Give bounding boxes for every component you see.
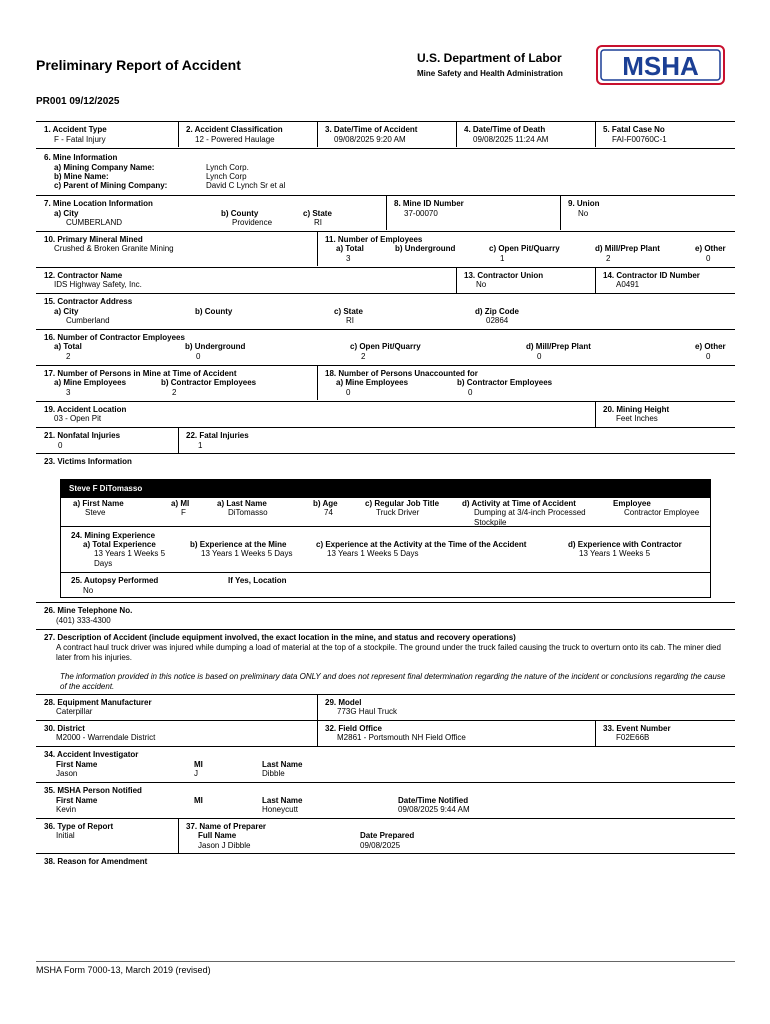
employees-other-value: 0 — [706, 254, 711, 263]
divider — [36, 720, 735, 721]
divider — [36, 293, 735, 294]
divider — [595, 121, 596, 147]
mine-name-value: Lynch Corp — [206, 172, 247, 181]
mine-state-label: c) State — [303, 209, 332, 218]
pim-mine-employees-label: a) Mine Employees — [54, 378, 127, 387]
divider — [317, 694, 318, 720]
divider — [36, 782, 735, 783]
contractor-zip-label: d) Zip Code — [475, 307, 519, 316]
experience-activity-label: c) Experience at the Activity at the Time of the Accident — [316, 540, 527, 549]
victim-employee-value: Contractor Employee — [624, 508, 700, 517]
pu-mine-employees-label: a) Mine Employees — [336, 378, 409, 387]
divider — [178, 427, 179, 453]
mining-height-value: Feet Inches — [616, 414, 658, 423]
persons-in-mine-label: 17. Number of Persons in Mine at Time of Accident — [44, 369, 237, 378]
model-value: 773G Haul Truck — [337, 707, 398, 716]
divider — [456, 267, 457, 293]
preparer-name-label: Full Name — [198, 831, 237, 840]
divider — [36, 231, 735, 232]
amendment-reason-label: 38. Reason for Amendment — [44, 857, 148, 866]
model-label: 29. Model — [325, 698, 362, 707]
divider — [36, 961, 735, 962]
mine-county-label: b) County — [221, 209, 259, 218]
divider — [317, 121, 318, 147]
event-number-value: F02E66B — [616, 733, 650, 742]
contractor-employees-label: 16. Number of Contractor Employees — [44, 333, 185, 342]
parent-company-label: c) Parent of Mining Company: — [54, 181, 168, 190]
mine-telephone-value: (401) 333-4300 — [56, 616, 111, 625]
victim-last-label: a) Last Name — [217, 499, 267, 508]
accident-investigator-label: 34. Accident Investigator — [44, 750, 139, 759]
death-datetime-label: 4. Date/Time of Death — [464, 125, 546, 134]
contractor-id-label: 14. Contractor ID Number — [603, 271, 700, 280]
divider — [36, 267, 735, 268]
date-prepared-label: Date Prepared — [360, 831, 415, 840]
msha-first-value: Kevin — [56, 805, 77, 814]
victim-job-value: Truck Driver — [376, 508, 420, 517]
preparer-name-value: Jason J Dibble — [198, 841, 251, 850]
mine-telephone-label: 26. Mine Telephone No. — [44, 606, 133, 615]
victim-last-value: DiTomasso — [228, 508, 268, 517]
employees-other-label: e) Other — [695, 244, 726, 253]
divider — [36, 453, 735, 454]
contractor-state-label: c) State — [334, 307, 363, 316]
autopsy-location-label: If Yes, Location — [228, 576, 287, 585]
mine-id-label: 8. Mine ID Number — [394, 199, 464, 208]
divider — [36, 365, 735, 366]
divider — [36, 401, 735, 402]
victim-first-value: Steve — [85, 508, 106, 517]
contractor-id-value: A0491 — [616, 280, 640, 289]
contractor-city-label: a) City — [54, 307, 79, 316]
experience-mine-label: b) Experience at the Mine — [190, 540, 287, 549]
investigator-mi-label: MI — [194, 760, 203, 769]
equipment-manufacturer-label: 28. Equipment Manufacturer — [44, 698, 152, 707]
msha-last-value: Honeycutt — [262, 805, 299, 814]
contractor-union-value: No — [476, 280, 487, 289]
mine-county-value: Providence — [232, 218, 273, 227]
investigator-first-label: First Name — [56, 760, 98, 769]
divider — [595, 401, 596, 427]
accident-datetime-label: 3. Date/Time of Accident — [325, 125, 418, 134]
mining-company-value: Lynch Corp. — [206, 163, 249, 172]
ce-mill-label: d) Mill/Prep Plant — [526, 342, 591, 351]
contractor-address-label: 15. Contractor Address — [44, 297, 133, 306]
accident-description-value: A contract haul truck driver was injured while dumping a load of material at the top of a stockpile. The ground under the truck failed causing the truck to overturn onto its cab. The miner died later from his injuries. — [56, 643, 721, 662]
employees-mill-value: 2 — [606, 254, 611, 263]
victim-activity-label: d) Activity at Time of Accident — [462, 499, 576, 508]
accident-classification-label: 2. Accident Classification — [186, 125, 283, 134]
divider — [386, 195, 387, 230]
divider — [456, 121, 457, 147]
pu-contractor-employees-value: 0 — [468, 388, 473, 397]
divider — [560, 195, 561, 230]
msha-logo-icon — [596, 45, 725, 85]
nonfatal-injuries-value: 0 — [58, 441, 63, 450]
victim-mi-label: a) MI — [171, 499, 190, 508]
page-title: Preliminary Report of Accident — [36, 57, 241, 73]
divider — [36, 629, 735, 630]
mine-name-label: b) Mine Name: — [54, 172, 109, 181]
employees-openpit-label: c) Open Pit/Quarry — [489, 244, 560, 253]
victim-job-label: c) Regular Job Title — [365, 499, 440, 508]
divider — [36, 602, 735, 603]
mine-id-value: 37-00070 — [404, 209, 438, 218]
equipment-manufacturer-value: Caterpillar — [56, 707, 93, 716]
investigator-first-value: Jason — [56, 769, 78, 778]
agency-name: Mine Safety and Health Administration — [417, 69, 563, 78]
fatal-case-label: 5. Fatal Case No — [603, 125, 665, 134]
num-employees-label: 11. Number of Employees — [325, 235, 423, 244]
accident-location-label: 19. Accident Location — [44, 405, 127, 414]
accident-type-value: F - Fatal Injury — [54, 135, 106, 144]
divider — [36, 121, 735, 122]
ce-openpit-value: 2 — [361, 352, 366, 361]
experience-mine-value: 13 Years 1 Weeks 5 Days — [201, 549, 293, 558]
ce-underground-value: 0 — [196, 352, 201, 361]
msha-person-label: 35. MSHA Person Notified — [44, 786, 142, 795]
accident-classification-value: 12 - Powered Haulage — [195, 135, 275, 144]
victim-activity-value: Dumping at 3/4-inch Processed Stockpile — [474, 508, 586, 527]
divider — [36, 746, 735, 747]
victim-age-label: b) Age — [313, 499, 338, 508]
divider — [178, 121, 179, 147]
msha-mi-label: MI — [194, 796, 203, 805]
divider — [317, 720, 318, 746]
report-type-label: 36. Type of Report — [44, 822, 114, 831]
employees-underground-label: b) Underground — [395, 244, 456, 253]
pim-contractor-employees-label: b) Contractor Employees — [161, 378, 257, 387]
report-id: PR001 09/12/2025 — [36, 96, 120, 107]
contractor-name-label: 12. Contractor Name — [44, 271, 123, 280]
contractor-union-label: 13. Contractor Union — [464, 271, 544, 280]
divider — [595, 720, 596, 746]
divider — [36, 329, 735, 330]
employees-total-label: a) Total — [336, 244, 364, 253]
divider — [317, 365, 318, 400]
victim-mi-value: F — [181, 508, 186, 517]
victims-info-label: 23. Victims Information — [44, 457, 132, 466]
mine-state-value: RI — [314, 218, 322, 227]
employees-mill-label: d) Mill/Prep Plant — [595, 244, 660, 253]
victim-age-value: 74 — [324, 508, 333, 517]
mine-info-label: 6. Mine Information — [44, 153, 118, 162]
ce-other-label: e) Other — [695, 342, 726, 351]
victim-card — [60, 479, 711, 598]
ce-mill-value: 0 — [537, 352, 542, 361]
accident-description-label: 27. Description of Accident (include equipment involved, the exact location in the mine, and status and recovery operations) — [44, 633, 516, 642]
notified-datetime-label: Date/Time Notified — [398, 796, 469, 805]
pim-contractor-employees-value: 2 — [172, 388, 177, 397]
union-value: No — [578, 209, 589, 218]
mining-experience-label: 24. Mining Experience — [71, 531, 156, 540]
ce-other-value: 0 — [706, 352, 711, 361]
pim-mine-employees-value: 3 — [66, 388, 71, 397]
ce-total-value: 2 — [66, 352, 71, 361]
preliminary-disclaimer: The information provided in this notice is based on preliminary data ONLY and does not represent final determination regarding the nature of the incident or conclusions regarding the cause of the accident. — [60, 672, 726, 691]
autopsy-label: 25. Autopsy Performed — [71, 576, 159, 585]
accident-type-label: 1. Accident Type — [44, 125, 107, 134]
total-experience-value: 13 Years 1 Weeks 5 Days — [94, 549, 166, 568]
primary-mineral-value: Crushed & Broken Granite Mining — [54, 244, 174, 253]
divider — [595, 267, 596, 293]
experience-contractor-value: 13 Years 1 Weeks 5 — [579, 549, 651, 558]
divider — [61, 572, 710, 573]
mining-height-label: 20. Mining Height — [603, 405, 670, 414]
district-value: M2000 - Warrendale District — [56, 733, 156, 742]
mine-location-label: 7. Mine Location Information — [44, 199, 153, 208]
pu-mine-employees-value: 0 — [346, 388, 351, 397]
accident-location-value: 03 - Open Pit — [54, 414, 102, 423]
notified-datetime-value: 09/08/2025 9:44 AM — [398, 805, 470, 814]
victim-first-label: a) First Name — [73, 499, 124, 508]
contractor-county-label: b) County — [195, 307, 233, 316]
msha-first-label: First Name — [56, 796, 98, 805]
fatal-injuries-value: 1 — [198, 441, 203, 450]
union-label: 9. Union — [568, 199, 600, 208]
experience-activity-value: 13 Years 1 Weeks 5 Days — [327, 549, 419, 558]
date-prepared-value: 09/08/2025 — [360, 841, 401, 850]
department-name: U.S. Department of Labor — [417, 51, 562, 65]
divider — [36, 427, 735, 428]
ce-underground-label: b) Underground — [185, 342, 246, 351]
persons-unaccounted-label: 18. Number of Persons Unaccounted for — [325, 369, 478, 378]
mining-company-label: a) Mining Company Name: — [54, 163, 155, 172]
divider — [36, 818, 735, 819]
death-datetime-value: 09/08/2025 11:24 AM — [473, 135, 549, 144]
contractor-name-value: IDS Highway Safety, Inc. — [54, 280, 142, 289]
nonfatal-injuries-label: 21. Nonfatal Injuries — [44, 431, 121, 440]
pu-contractor-employees-label: b) Contractor Employees — [457, 378, 553, 387]
investigator-mi-value: J — [194, 769, 198, 778]
event-number-label: 33. Event Number — [603, 724, 671, 733]
total-experience-label: a) Total Experience — [83, 540, 156, 549]
employees-total-value: 3 — [346, 254, 351, 263]
parent-company-value: David C Lynch Sr et al — [206, 181, 286, 190]
victim-name-bar: Steve F DiTomasso — [61, 480, 710, 498]
divider — [36, 148, 735, 149]
ce-total-label: a) Total — [54, 342, 82, 351]
msha-last-label: Last Name — [262, 796, 303, 805]
mine-city-label: a) City — [54, 209, 79, 218]
report-type-value: Initial — [56, 831, 75, 840]
field-office-label: 32. Field Office — [325, 724, 382, 733]
accident-datetime-value: 09/08/2025 9:20 AM — [334, 135, 406, 144]
contractor-city-value: Cumberland — [66, 316, 110, 325]
divider — [61, 526, 710, 527]
autopsy-value: No — [83, 586, 94, 595]
district-label: 30. District — [44, 724, 85, 733]
divider — [36, 853, 735, 854]
contractor-zip-value: 02864 — [486, 316, 509, 325]
mine-city-value: CUMBERLAND — [66, 218, 123, 227]
ce-openpit-label: c) Open Pit/Quarry — [350, 342, 421, 351]
investigator-last-value: Dibble — [262, 769, 285, 778]
fatal-injuries-label: 22. Fatal Injuries — [186, 431, 249, 440]
victim-employee-label: Employee — [613, 499, 651, 508]
employees-openpit-value: 1 — [500, 254, 505, 263]
divider — [317, 231, 318, 266]
logo-text: MSHA — [622, 51, 699, 81]
divider — [36, 694, 735, 695]
fatal-case-value: FAI-F00760C-1 — [612, 135, 667, 144]
experience-contractor-label: d) Experience with Contractor — [568, 540, 682, 549]
preparer-label: 37. Name of Preparer — [186, 822, 267, 831]
divider — [178, 818, 179, 853]
field-office-value: M2861 - Portsmouth NH Field Office — [337, 733, 466, 742]
investigator-last-label: Last Name — [262, 760, 303, 769]
contractor-state-value: RI — [346, 316, 354, 325]
form-id-footer: MSHA Form 7000-13, March 2019 (revised) — [36, 965, 211, 975]
primary-mineral-label: 10. Primary Mineral Mined — [44, 235, 143, 244]
